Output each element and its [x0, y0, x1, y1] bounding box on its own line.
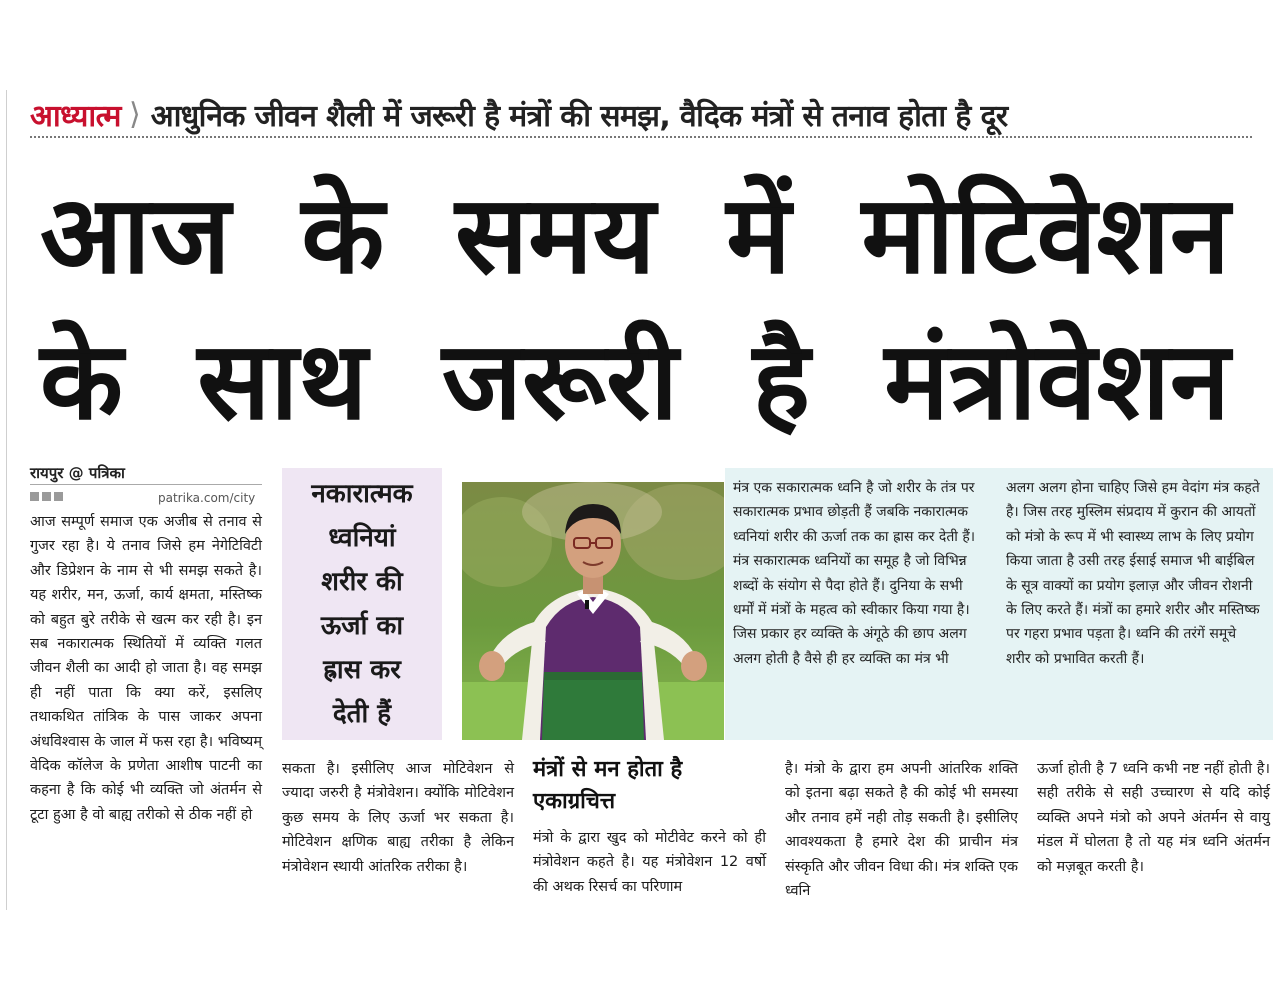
headline-word: मोटिवेशन: [861, 173, 1230, 298]
pull-quote-line: नकारात्मक: [311, 479, 413, 509]
headline-word: में: [726, 173, 791, 298]
headline-word: जरूरी: [441, 319, 679, 444]
dateline-rule: [30, 484, 262, 485]
headline-word: आज: [40, 173, 231, 298]
body-column-4: [785, 757, 1018, 903]
sidebar-column-2: [1006, 476, 1262, 671]
section-label: आध्यात्म: [30, 98, 121, 134]
section-header: [30, 92, 1250, 136]
dotted-divider: [30, 136, 1252, 138]
headline-line-1: [40, 173, 1230, 298]
body-column-1: [30, 510, 262, 827]
headline-word: के: [301, 173, 385, 298]
pull-quote-line: ऊर्जा का: [320, 611, 404, 641]
section-separator: ⟩: [128, 96, 141, 132]
sidebar-text: अलग अलग होना चाहिए जिसे हम वेदांग मंत्र कहते है। जिस तरह मुस्लिम संप्रदाय में कुरान की आयतों को मंत्रो के रूप में भी स्वास्थ्य लाभ के लिए प्रयोग किया जाता है उसी तरह ईसाई समाज भी बाईबिल के सूत्र वाक्यों का प्रयोग इलाज़ और जीवन रोशनी के लिए करते हैं। मंत्रों का हमारे शरीर और मस्तिष्क पर गहरा प्रभाव पड़ता है। ध्वनि की तरंगें समूचे शरीर को प्रभावित करती हैं।: [1006, 480, 1260, 667]
pull-quote-line: ह्रास कर: [323, 655, 401, 685]
page-left-rule: [6, 90, 7, 910]
subheading: मंत्रों से मन होता है एकाग्रचित्त: [533, 757, 683, 814]
person-photo-illustration: [462, 482, 724, 740]
headline-word: है: [752, 319, 810, 444]
dateline: रायपुर @ पत्रिका: [30, 464, 125, 482]
body-text: सकता है। इसीलिए आज मोटिवेशन से ज्यादा जरुरी है मंत्रोवेशन। क्योंकि मोटिवेशन कुछ समय के लिए ऊर्जा भर सकता है। मोटिवेशन क्षणिक बाह्य तरीका है लेकिन मंत्रोवेशन स्थायी आंतरिक तरीका है।: [282, 761, 514, 875]
headline-word: के: [40, 319, 123, 444]
headline-dek: आधुनिक जीवन शैली में जरूरी है मंत्रों की समझ, वैदिक मंत्रों से तनाव होता है दूर: [150, 98, 1008, 134]
body-text: है। मंत्रो के द्वारा हम अपनी आंतरिक शक्ति को इतना बढ़ा सकते है की कोई भी समस्या और तनाव हमें नही तोड़ सकती है। इसीलिए आवश्यकता है हमारे देश की प्राचीन मंत्र संस्कृति और जीवन विधा की। मंत्र शक्ति एक ध्वनि: [785, 761, 1018, 900]
pull-quote: [303, 472, 420, 736]
sidebar-column-1: [733, 476, 983, 671]
headline-line-2: [40, 319, 1230, 444]
headline-word: साथ: [197, 319, 368, 444]
headline-word: मंत्रोवेशन: [884, 319, 1230, 444]
body-text: ऊर्जा होती है 7 ध्वनि कभी नष्ट नहीं होती है। सही तरीके से सही उच्चारण से यदि कोई व्यक्ति अपने मंत्रो को अपने अंतर्मन से वायु मंडल में घोलता है तो यह मंत्र ध्वनि अंतर्मन को मज़बूत करती है।: [1037, 761, 1270, 875]
body-text: मंत्रो के द्वारा खुद को मोटीवेट करने को ही मंत्रोवेशन कहते है। यह मंत्रोवेशन 12 वर्षो की अथक रिसर्च का परिणाम: [533, 830, 766, 895]
body-column-2: [282, 757, 514, 879]
byline-squares: [30, 492, 63, 501]
author-photo: [462, 482, 724, 740]
body-column-5: [1037, 757, 1270, 879]
pull-quote-box: [282, 468, 442, 740]
pull-quote-line: ध्वनियां: [328, 523, 396, 553]
byline-url[interactable]: patrika.com/city: [158, 491, 256, 505]
body-column-3: [533, 826, 766, 899]
sidebar-text: मंत्र एक सकारात्मक ध्वनि है जो शरीर के तंत्र पर सकारात्मक प्रभाव छोड़ती हैं जबकि नकारात्मक ध्वनियां शरीर की ऊर्जा तक का ह्रास कर देती हैं। मंत्र सकारात्मक ध्वनियों का समूह है जो विभिन्न शब्दों के संयोग से पैदा होते हैं। दुनिया के सभी धर्मों में मंत्रों के महत्व को स्वीकार किया गया है। जिस प्रकार हर व्यक्ति के अंगूठे की छाप अलग अलग होती है वैसे ही हर व्यक्ति का मंत्र भी: [733, 480, 976, 667]
body-text: आज सम्पूर्ण समाज एक अजीब से तनाव से गुजर रहा है। ये तनाव जिसे हम नेगेटिविटी और डिप्रेशन के नाम से भी समझ सकते है। यह शरीर, मन, ऊर्जा, कार्य क्षमता, मस्तिष्क को बहुत बुरे तरीके से खत्म कर रही है। इन सब नकारात्मक स्थितियों में व्यक्ति गलत जीवन शैली का आदी हो जाता है। वह समझ ही नहीं पाता कि क्या करें, इसलिए तथाकथित तांत्रिक के पास जाकर अपना अंधविश्वास के जाल में फस रहा है। भविष्यम् वेदिक कॉलेज के प्रणेता आशीष पाटनी का कहना है कि कोई भी व्यक्ति जो अंतर्मन से टूटा हुआ है वो बाह्य तरीको से ठीक नहीं हो: [30, 514, 262, 823]
pull-quote-line: देती हैं: [332, 699, 392, 729]
headline-word: समय: [455, 173, 656, 298]
pull-quote-line: शरीर की: [321, 567, 403, 597]
